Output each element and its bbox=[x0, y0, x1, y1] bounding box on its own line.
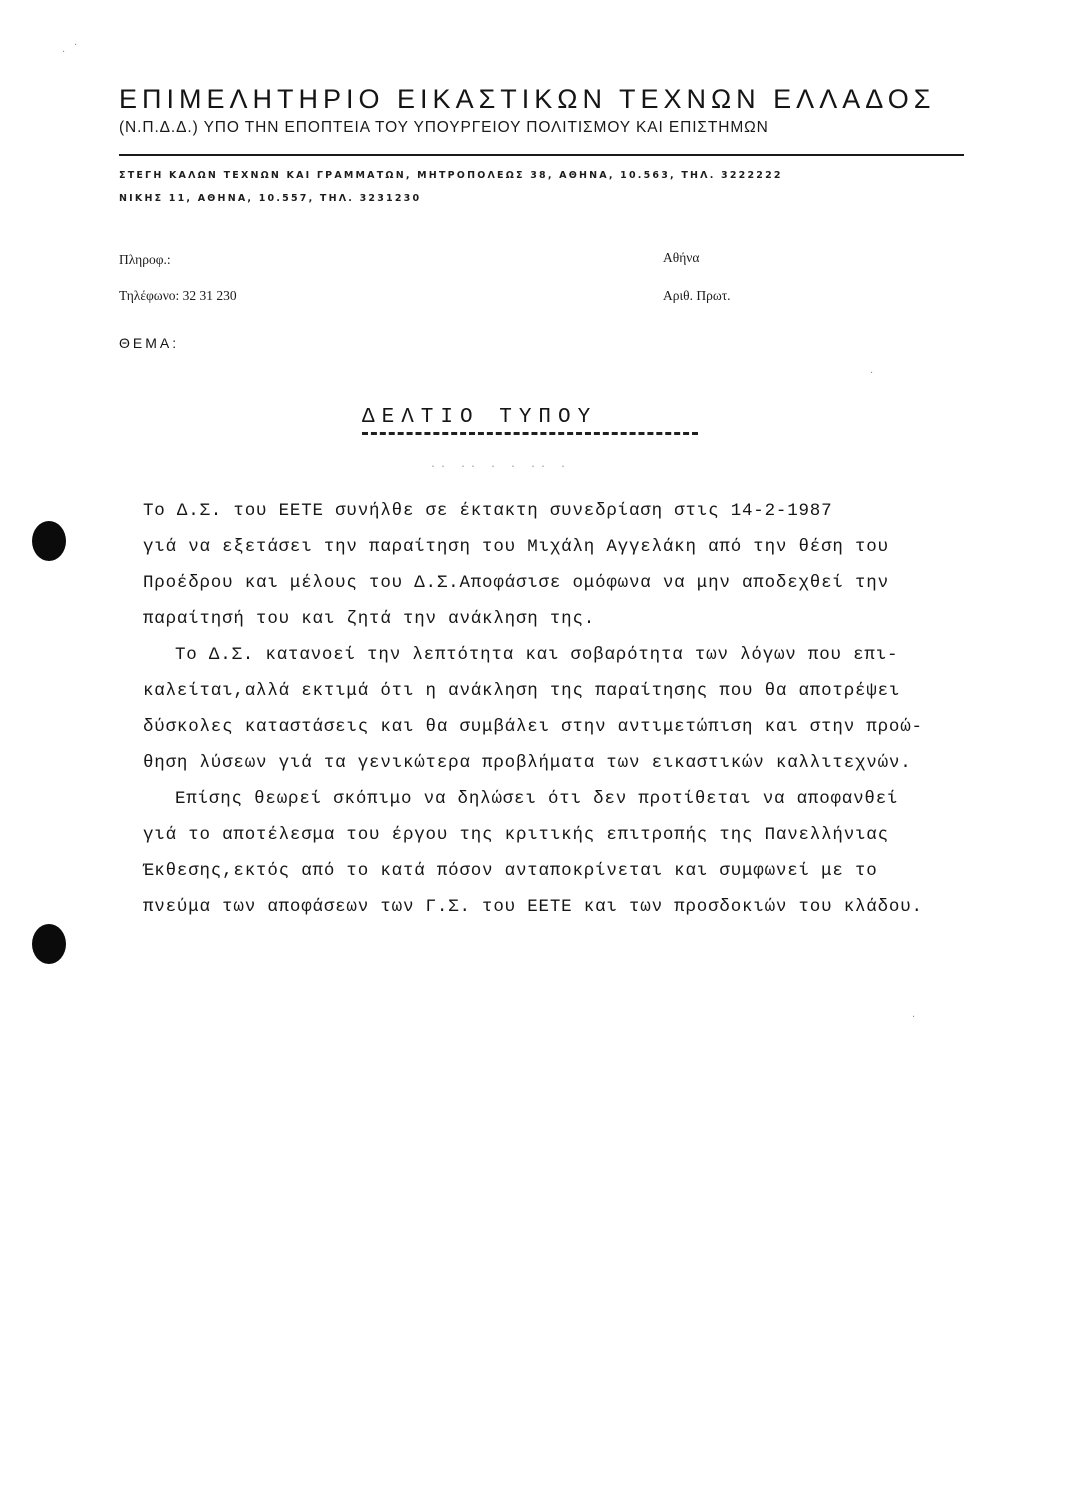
subject-field: ΘΕΜΑ: bbox=[119, 335, 180, 351]
body-line: Έκθεσης,εκτός από το κατά πόσον ανταποκρίνεται και συμφωνεί με το bbox=[143, 861, 878, 881]
info-field-label: Πληροφ.: bbox=[119, 252, 171, 267]
organization-name: ΕΠΙΜΕΛΗΤΗΡΙΟ ΕΙΚΑΣΤΙΚΩΝ ΤΕΧΝΩΝ ΕΛΛΑΔΟΣ bbox=[119, 84, 936, 114]
body-line: πνεύμα των αποφάσεων των Γ.Σ. του ΕΕΤΕ και των προσδοκιών του κλάδου. bbox=[143, 897, 923, 917]
body-line: Το Δ.Σ. του ΕΕΤΕ συνήλθε σε έκτακτη συνεδρίαση στις 14-2-1987 bbox=[143, 501, 833, 521]
phone-field: Τηλέφωνο: 32 31 230 bbox=[119, 288, 237, 303]
protocol-number-field: Αριθ. Πρωτ. bbox=[663, 288, 731, 303]
heading-underline bbox=[362, 432, 698, 435]
letterhead-divider bbox=[119, 154, 964, 156]
city-field: Αθήνα bbox=[663, 250, 700, 265]
scan-mark: · bbox=[74, 40, 78, 51]
body-line: θηση λύσεων γιά τα γενικώτερα προβλήματα των εικαστικών καλλιτεχνών. bbox=[143, 753, 912, 773]
organization-subtitle: (Ν.Π.Δ.Δ.) ΥΠΟ ΤΗΝ ΕΠΟΠΤΕΙΑ ΤΟΥ ΥΠΟΥΡΓΕΙΟΥ ΠΟΛΙΤΙΣΜΟΥ ΚΑΙ ΕΠΙΣΤΗΜΩΝ bbox=[119, 119, 769, 136]
address-line-2: ΝΙΚΗΣ 11, ΑΘΗΝΑ, 10.557, ΤΗΛ. 3231230 bbox=[119, 193, 422, 204]
press-release-body bbox=[143, 493, 1048, 925]
scan-mark: · bbox=[912, 1012, 916, 1023]
body-line: δύσκολες καταστάσεις και θα συμβάλει στην αντιμετώπιση και στην προώ- bbox=[143, 717, 923, 737]
address-line-1: ΣΤΕΓΗ ΚΑΛΩΝ ΤΕΧΝΩΝ ΚΑΙ ΓΡΑΜΜΑΤΩΝ, ΜΗΤΡΟΠΟΛΕΩΣ 38, ΑΘΗΝΑ, 10.563, ΤΗΛ. 3222222 bbox=[119, 170, 783, 181]
scan-specks: ·· ·· · · ·· · bbox=[430, 462, 571, 473]
body-line: γιά να εξετάσει την παραίτηση του Μιχάλη Αγγελάκη από την θέση του bbox=[143, 537, 889, 557]
document-heading: ΔΕΛΤΙΟ ΤΥΠΟΥ bbox=[362, 406, 598, 429]
scan-mark: . bbox=[62, 44, 66, 55]
body-line: Το Δ.Σ. κατανοεί την λεπτότητα και σοβαρότητα των λόγων που επι- bbox=[175, 645, 899, 665]
paragraph-2 bbox=[143, 637, 1048, 781]
body-line: Προέδρου και μέλους του Δ.Σ.Αποφάσισε ομόφωνα να μην αποδεχθεί την bbox=[143, 573, 889, 593]
body-line: γιά το αποτέλεσμα του έργου της κριτικής επιτροπής της Πανελλήνιας bbox=[143, 825, 889, 845]
punch-hole-top bbox=[32, 521, 66, 561]
body-line: παραίτησή του και ζητά την ανάκληση της. bbox=[143, 609, 596, 629]
scan-mark: · bbox=[870, 368, 874, 379]
body-line: Επίσης θεωρεί σκόπιμο να δηλώσει ότι δεν προτίθεται να αποφανθεί bbox=[175, 789, 899, 809]
paragraph-3 bbox=[143, 781, 1048, 925]
punch-hole-bottom bbox=[32, 924, 66, 964]
paragraph-1 bbox=[143, 493, 1048, 637]
body-line: καλείται,αλλά εκτιμά ότι η ανάκληση της παραίτησης που θα αποτρέψει bbox=[143, 681, 901, 701]
